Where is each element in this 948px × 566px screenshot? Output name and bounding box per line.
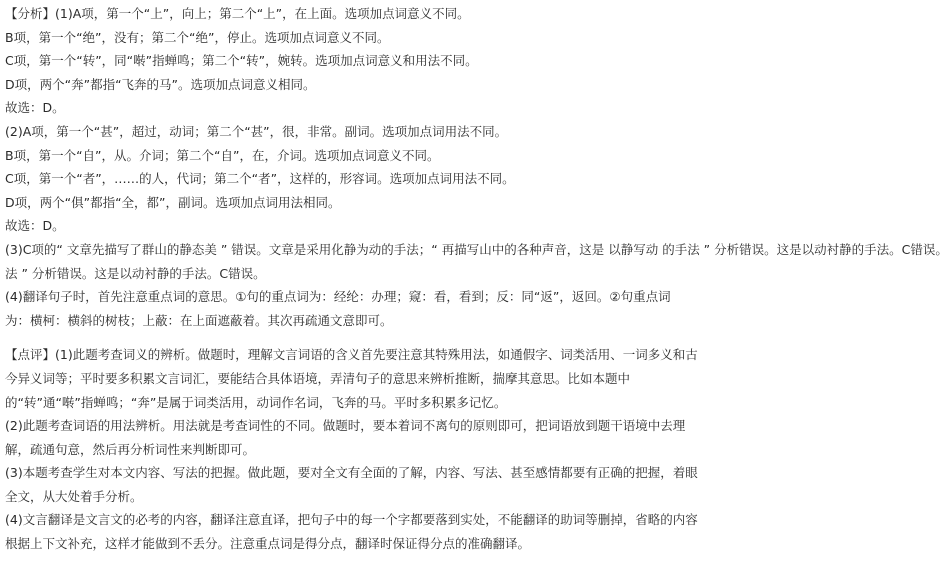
answer-document [5, 2, 948, 556]
review-line: 根据上下文补充，这样才能做到不丢分。注意重点词是得分点，翻译时保证得分点的准确翻译。 [5, 536, 531, 552]
review-line: (3)本题考查学生对本文内容、写法的把握。做此题，要对全文有全面的了解，内容、写法、甚至感情都要有正确的把握，着眼 [5, 465, 698, 481]
analysis-line: (2)A项，第一个“甚”，超过，动词；第二个“甚”，很，非常。副词。选项加点词用法不同。 [5, 123, 508, 139]
analysis-line: B项，第一个“自”，从。介词；第二个“自”，在，介词。选项加点词意义不同。 [5, 147, 440, 163]
analysis-answer: 故选：D。 [5, 100, 65, 116]
review-line: 的“转”通“啭”指蝉鸣；“奔”是属于词类活用，动词作名词，飞奔的马。平时多积累多记忆。 [5, 394, 507, 410]
analysis-line: D项，两个“俱”都指“全，都”，副词。选项加点词用法相同。 [5, 194, 341, 210]
analysis-line: C项，第一个“者”，……的人，代词；第二个“者”，这样的，形容词。选项加点词用法不同。 [5, 171, 515, 187]
analysis-section [5, 2, 948, 332]
analysis-line: D项，两个“奔”都指“飞奔的马”。选项加点词意义相同。 [5, 76, 316, 92]
analysis-line: 法 ” 分析错误。这是以动衬静的手法。C错误。 [5, 265, 266, 281]
review-line: 全文，从大处着手分析。 [5, 488, 143, 504]
analysis-line: 【分析】(1)A项，第一个“上”，向上；第二个“上”，在上面。选项加点词意义不同。 [5, 6, 470, 21]
review-line: (2)此题考查词语的用法辨析。用法就是考查词性的不同。做题时，要本着词不离句的原则即可，把词语放到题干语境中去理 [5, 418, 686, 434]
review-section [5, 343, 777, 555]
section-gap [5, 332, 777, 343]
review-line: 解，疏通句意，然后再分析词性来判断即可。 [5, 441, 256, 457]
review-line: (4)文言翻译是文言文的必考的内容，翻译注意直译，把句子中的每一个字都要落到实处，不能翻译的助词等删掉，省略的内容 [5, 512, 698, 528]
analysis-line: C项，第一个“转”，同“啭”指蝉鸣；第二个“转”，婉转。选项加点词意义和用法不同。 [5, 53, 478, 69]
analysis-line: 为：横柯：横斜的树枝；上蔽：在上面遮蔽着。其次再疏通文意即可。 [5, 312, 393, 328]
analysis-line: (3)C项的“ 文章先描写了群山的静态美 ” 错误。文章是采用化静为动的手法；“ 再描写山中的各种声音，这是 以静写动 的手法 ” 分析错误。这是以动衬静的手法。C错误。 [5, 241, 948, 257]
analysis-answer: 故选：D。 [5, 218, 65, 234]
review-line: 今异义词等；平时要多积累文言词汇，要能结合具体语境，弄清句子的意思来辨析推断，揣摩其意思。比如本题中 [5, 370, 631, 386]
analysis-line: B项，第一个“绝”，没有；第二个“绝”，停止。选项加点词意义不同。 [5, 29, 390, 45]
review-line: 【点评】(1)此题考查词义的辨析。做题时，理解文言词语的含义首先要注意其特殊用法，如通假字、词类活用、一词多义和古 [5, 347, 698, 363]
analysis-line: (4)翻译句子时，首先注意重点词的意思。①句的重点词为：经纶：办理；窥：看，看到；反：同“返”，返回。②句重点词 [5, 289, 671, 305]
